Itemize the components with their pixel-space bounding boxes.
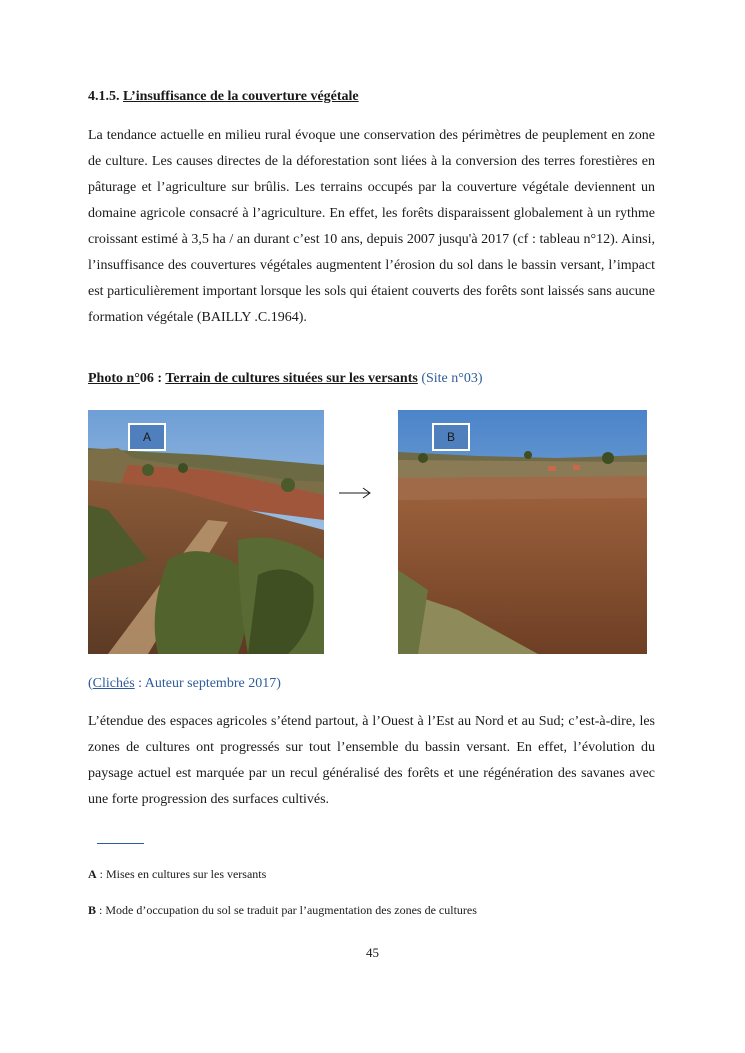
photo-caption-label: Photo n° xyxy=(88,371,140,386)
credit-open: ( xyxy=(88,676,93,691)
photo-a-slope-cultivation xyxy=(88,410,324,654)
photo-b-label: B xyxy=(432,423,470,451)
footnote-a-key: A xyxy=(88,867,97,881)
credit-word: Clichés xyxy=(92,676,135,691)
photo-credit xyxy=(88,676,281,692)
photo-caption-number: 06 : xyxy=(139,371,163,386)
arrow-right-icon xyxy=(338,484,372,502)
photo-a-label: A xyxy=(128,423,166,451)
section-heading xyxy=(88,89,359,105)
footnote-b xyxy=(88,903,477,918)
section-title: L’insuffisance de la couverture végétale xyxy=(123,89,359,104)
photo-caption-title: Terrain de cultures situées sur les versants xyxy=(165,371,418,386)
section-number: 4.1.5. xyxy=(88,89,120,104)
photo-caption-site: (Site n°03) xyxy=(421,371,483,386)
photo-caption xyxy=(88,371,483,387)
footnote-a xyxy=(88,867,266,882)
footnote-b-text: : Mode d’occupation du sol se traduit par l’augmentation des zones de cultures xyxy=(96,903,477,917)
credit-rest: : Auteur septembre 2017) xyxy=(134,676,281,691)
paragraph-agricultural-expansion: L’étendue des espaces agricoles s’étend partout, à l’Ouest à l’Est au Nord et au Sud; c’est-à-dire, les zones de cultures ont progressés sur tout l’ensemble du bassin versant. En effet, l’évolution du paysage actuel est marquée par un recul généralisé des forêts et une régénération des savanes avec une forte progression des surfaces cultivés. xyxy=(88,714,655,807)
paragraph-deforestation: La tendance actuelle en milieu rural évoque une conservation des périmètres de peuplement en zone de culture. Les causes directes de la déforestation sont liées à la conversion des terres forestières en pâturage et l’agriculture sur brûlis. Les terrains occupés par la couverture végétale deviennent un domaine agricole consacré à l’agriculture. En effet, les forêts disparaissent globalement à un rythme croissant estimé à 3,5 ha / an durant c’est 10 ans, depuis 2007 jusqu'à 2017 (cf : tableau n°12). Ainsi, l’insuffisance des couvertures végétales augmentent l’érosion du sol dans le bassin versant, l’impact est particulièrement important lorsque les sols qui étaient couverts des forêts sont laissés sans aucune formation végétale (BAILLY .C.1964). xyxy=(88,128,655,325)
footnote-separator xyxy=(97,843,144,844)
footnote-a-text: : Mises en cultures sur les versants xyxy=(96,867,267,881)
page-number: 45 xyxy=(366,945,379,960)
footnote-b-key: B xyxy=(88,903,97,917)
